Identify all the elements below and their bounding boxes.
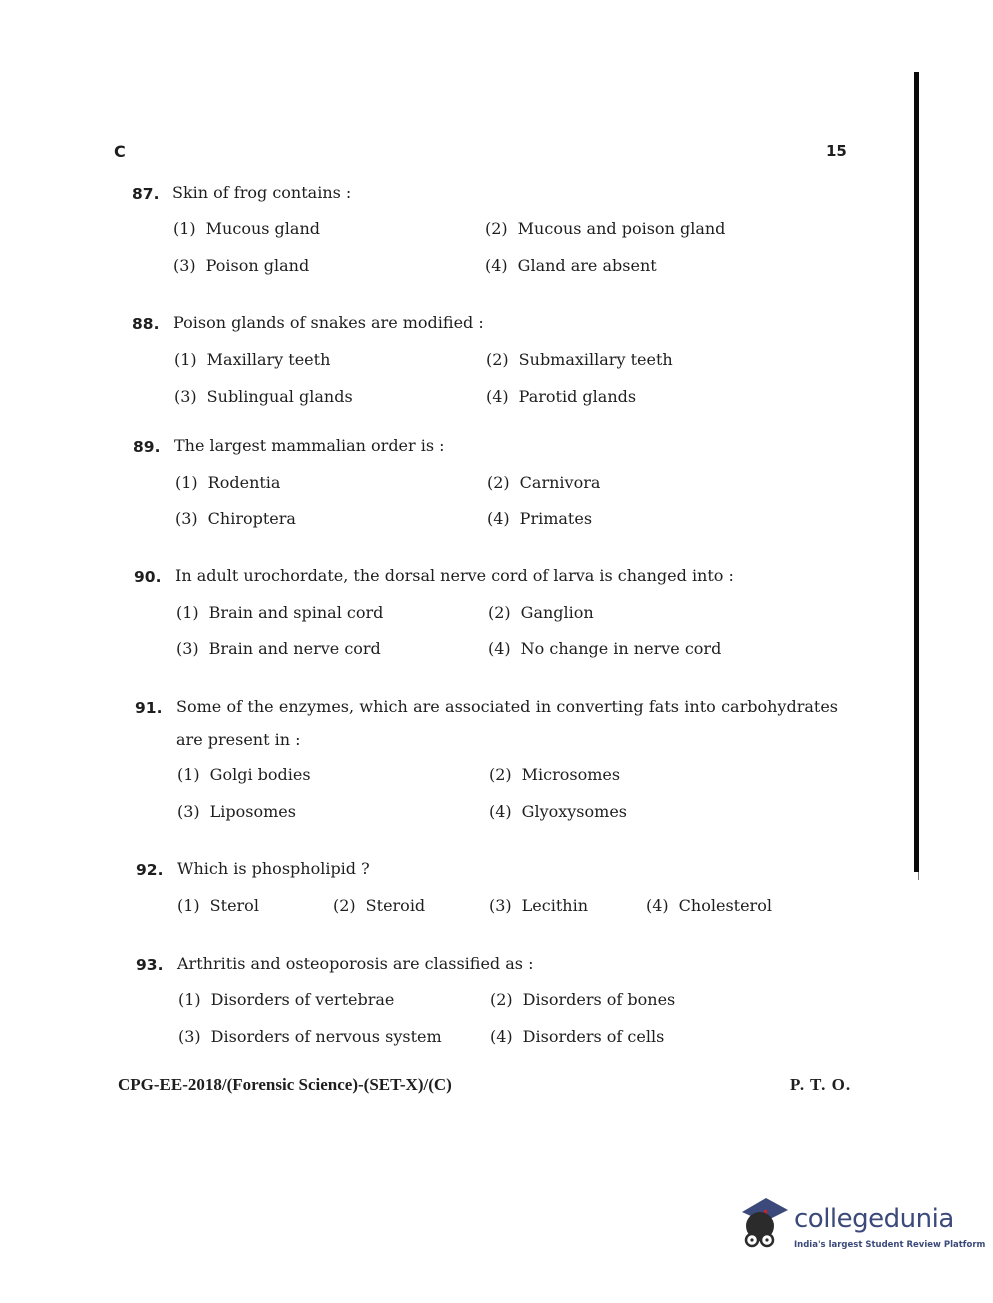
question-number: 91. (135, 699, 163, 717)
question-number: 92. (136, 861, 164, 879)
question-number: 88. (132, 315, 160, 333)
option-3: (3) Brain and nerve cord (176, 639, 381, 658)
option-2: (2) Ganglion (488, 603, 594, 622)
option-3: (3) Poison gland (173, 256, 310, 275)
option-2: (2) Microsomes (489, 765, 621, 784)
option-1: (1) Brain and spinal cord (176, 603, 384, 622)
option-4: (4) Glyoxysomes (489, 802, 627, 821)
brand-name: collegedunia (794, 1204, 954, 1234)
question-text: In adult urochordate, the dorsal nerve cord of larva is changed into : (175, 566, 734, 585)
brand-tagline: India's largest Student Review Platform (794, 1240, 986, 1250)
scan-edge-mark (918, 872, 919, 880)
option-3: (3) Lecithin (489, 896, 588, 915)
question-text: Some of the enzymes, which are associated in converting fats into carbohydrates are present in : (176, 697, 838, 749)
option-2: (2) Steroid (333, 896, 426, 915)
question-text: The largest mammalian order is : (174, 436, 445, 455)
option-3: (3) Disorders of nervous system (178, 1027, 442, 1046)
option-1: (1) Mucous gland (173, 219, 320, 238)
option-4: (4) Disorders of cells (490, 1027, 665, 1046)
option-3: (3) Liposomes (177, 802, 296, 821)
option-4: (4) Parotid glands (486, 387, 637, 406)
option-1: (1) Sterol (177, 896, 259, 915)
option-4: (4) No change in nerve cord (488, 639, 722, 658)
option-3: (3) Sublingual glands (174, 387, 353, 406)
question-number: 90. (134, 568, 162, 586)
option-2: (2) Submaxillary teeth (486, 350, 673, 369)
option-1: (1) Golgi bodies (177, 765, 311, 784)
please-turn-over: P. T. O. (790, 1075, 852, 1094)
option-4: (4) Cholesterol (646, 896, 772, 915)
collegedunia-watermark (736, 1196, 986, 1266)
question-number: 89. (133, 438, 161, 456)
question-text: Poison glands of snakes are modified : (173, 313, 484, 332)
student-mascot-icon (736, 1196, 792, 1256)
option-2: (2) Carnivora (487, 473, 601, 492)
question-text: Arthritis and osteoporosis are classified as : (177, 954, 534, 973)
option-2: (2) Mucous and poison gland (485, 219, 726, 238)
question-number: 93. (136, 956, 164, 974)
question-text: Which is phospholipid ? (177, 859, 370, 878)
option-2: (2) Disorders of bones (490, 990, 676, 1009)
option-4: (4) Primates (487, 509, 593, 528)
page-number: 15 (826, 142, 847, 160)
option-1: (1) Maxillary teeth (174, 350, 331, 369)
paper-code: CPG-EE-2018/(Forensic Science)-(SET-X)/(C) (118, 1075, 452, 1094)
question-number: 87. (132, 185, 160, 203)
scan-edge-bar (914, 72, 919, 872)
question-text: Skin of frog contains : (172, 183, 352, 202)
option-1: (1) Rodentia (175, 473, 281, 492)
option-1: (1) Disorders of vertebrae (178, 990, 395, 1009)
booklet-series-mark: C (114, 142, 126, 161)
option-4: (4) Gland are absent (485, 256, 657, 275)
option-3: (3) Chiroptera (175, 509, 296, 528)
